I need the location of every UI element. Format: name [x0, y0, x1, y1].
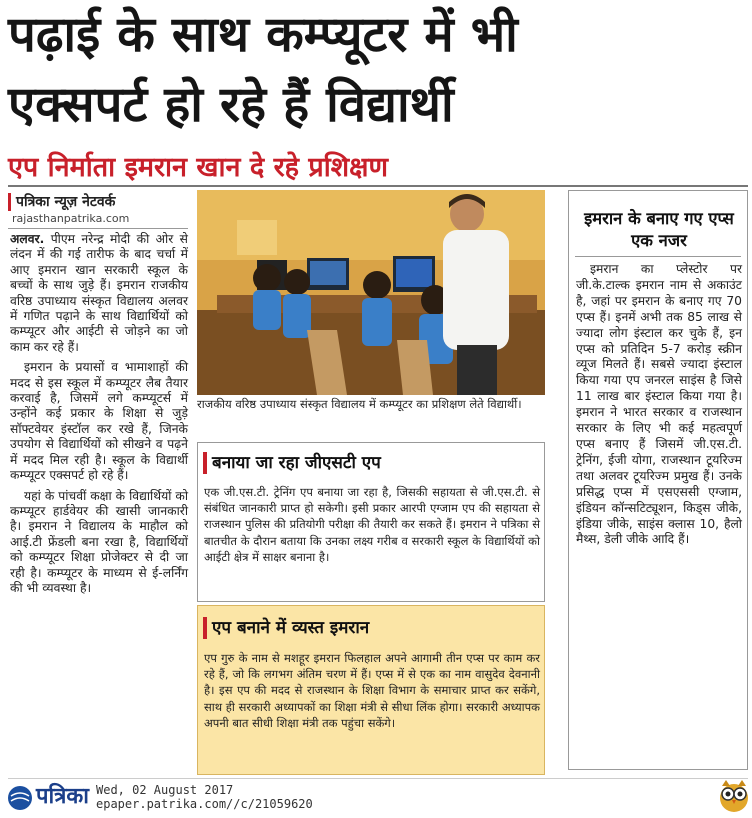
- busy-heading: एप बनाने में व्यस्त इमरान: [212, 618, 370, 638]
- byline-rule: [8, 228, 188, 229]
- apps-sidebar-paragraph: इमरान का प्लेस्टोर पर जी.के.टाल्क इमरान नाम से अकाउंट है, जहां पर इमरान के बनाए गए 70 एप्स हैं। इनमें अभी तक 85 लाख से ज्यादा लोग इंस्टाल कर चुके हैं, इन एप्स को प्रतिदिन 5-7 करोड़ स्क्रीन व्यूज मिलते हैं। सबसे ज्यादा इंस्टाल किया गया एप जनरल साइंस है जिसे 11 लाख बार इंस्टाल किया गया है। इमरान ने भारत सरकार व राजस्थान सरकार के लिए भी कई महत्वपूर्ण एप्स बनाए हैं जिसमें जी.एस.टी. ट्रेनिंग, ईजी योगा, राजस्थान टूयरिज्म तथा अलवर टूयरिज्म प्रमुख हैं। उनके प्रसिद्ध एप्स में एसएससी एग्जाम, इंडियन कॉन्सटिट्यूशन, किड्स जीके, इंडिया जीके, साइंस क्लास 10, हैलो मैथ्स, डेली जीके आदि हैं।: [576, 262, 742, 547]
- photo-caption: राजकीय वरिष्ठ उपाध्याय संस्कृत विद्यालय में कम्प्यूटर का प्रशिक्षण लेते विद्यार्थी।: [197, 397, 522, 411]
- gst-body: एक जी.एस.टी. ट्रेनिंग एप बनाया जा रहा है, जिसकी सहायता से जी.एस.टी. से संबंधित जानकारी प्राप्त हो सकेगी। इसी प्रकार आरपी एग्जाम एप की सहायता से राजस्थान पुलिस की प्रतियोगी परीक्षा की तैयारी कर सकते हैं। इमरान ने पत्रिका से बातचीत के दौरान बताया कि उनका लक्ष्य गरीब व सरकारी स्कूल के विद्यार्थियों को आईटी क्षेत्र में साक्षर बनाना है।: [204, 485, 540, 564]
- site-credit: rajasthanpatrika.com: [12, 212, 130, 225]
- article-paragraph-3: यहां के पांचवीं कक्षा के विद्यार्थियों को कम्प्यूटर हार्डवेयर की खासी जानकारी है। इमरान ने विद्यालय के माहौल को आई.टी फ्रेंडली बना रखा है, विद्यार्थियों को कम्प्यूटर शिक्षा प्रोजेक्टर से दी जा रही है। कम्प्यूटर के माध्यम से ई-लर्निंग की भी व्यवस्था है।: [10, 488, 188, 595]
- busy-body: एप गुरु के नाम से मशहूर इमरान फिलहाल अपने आगामी तीन एप्स पर काम कर रहे हैं, जो कि लगभग अंतिम चरण में हैं। एप्स में से एक का नाम वासुदेव देवनानी है। इस एप की मदद से राजस्थान के शिक्षा विभाग के समाचार प्राप्त कर सकेंगे, साथ ही सरकारी अध्यापकों का शिक्षा मंत्री से सीधा लिंक होगा। सरकारी अध्यापक अपनी बात सीधी शिक्षा मंत्री तक पहुंचा सकेंगे।: [204, 651, 540, 730]
- byline: पत्रिका न्यूज़ नेटवर्क: [16, 194, 116, 210]
- footer-rule: [8, 778, 748, 779]
- gst-heading: बनाया जा रहा जीएसटी एप: [212, 453, 381, 473]
- dateline: अलवर.: [10, 232, 45, 246]
- patrika-logo-text[interactable]: पत्रिका: [36, 784, 89, 809]
- subheadline: एप निर्माता इमरान खान दे रहे प्रशिक्षण: [8, 152, 388, 183]
- article-paragraph-2: इमरान के प्रयासों व भामाशाहों की मदद से इस स्कूल में कम्प्यूटर लैब तैयार करवाई है, जिसमें लगे कम्प्यूटर्स में उन्होंने कई प्रकार के शिक्षा से जुड़े सॉफ्टवेयर इंस्टॉल कर रखे हैं, जिनके उपयोग से विद्यार्थियों को सीखने व पढ़ने में मदद मिल रही है। स्कूल के विद्यार्थी कम्प्यूटर एक्सपर्ट हो रहे हैं।: [10, 360, 188, 483]
- headline-line-2: एक्सपर्ट हो रहे हैं विद्यार्थी: [8, 76, 454, 133]
- epaper-link[interactable]: epaper.patrika.com//c/21059620: [96, 797, 313, 811]
- apps-sidebar-heading: इमरान के बनाए गए एप्स एक नजर: [584, 209, 734, 250]
- classroom-photo-illustration: [197, 190, 545, 395]
- owl-mascot-icon: [716, 776, 752, 814]
- gst-heading-accent: [203, 452, 207, 474]
- globe-icon: [8, 786, 32, 810]
- owl-icon[interactable]: [716, 776, 752, 814]
- main-article: [10, 232, 188, 601]
- article-paragraph-1-text: पीएम नरेन्द्र मोदी की ओर से लंदन में की गई तारीफ के बाद चर्चा में आए इमरान खान सरकारी स्कूल के बच्चों के साथ जुड़े हैं। इमरान राजकीय वरिष्ठ उपाध्याय संस्कृत विद्यालय अलवर में गणित पढ़ाने के साथ विद्यार्थियों को कम्प्यूटर और आईटी से जोड़ने का जो काम कर रहे हैं।: [10, 232, 188, 354]
- headline-line-1: पढ़ाई के साथ कम्प्यूटर में भी: [8, 6, 518, 63]
- article-paragraph-1: [10, 232, 188, 355]
- busy-heading-accent: [203, 617, 207, 639]
- classroom-photo: [197, 190, 545, 395]
- header-rule: [8, 185, 748, 187]
- edition-date: Wed, 02 August 2017: [96, 783, 234, 797]
- apps-sidebar-body: [576, 262, 742, 548]
- patrika-logo-icon: [8, 786, 32, 810]
- apps-sidebar-rule: [575, 256, 741, 257]
- byline-accent: [8, 193, 11, 211]
